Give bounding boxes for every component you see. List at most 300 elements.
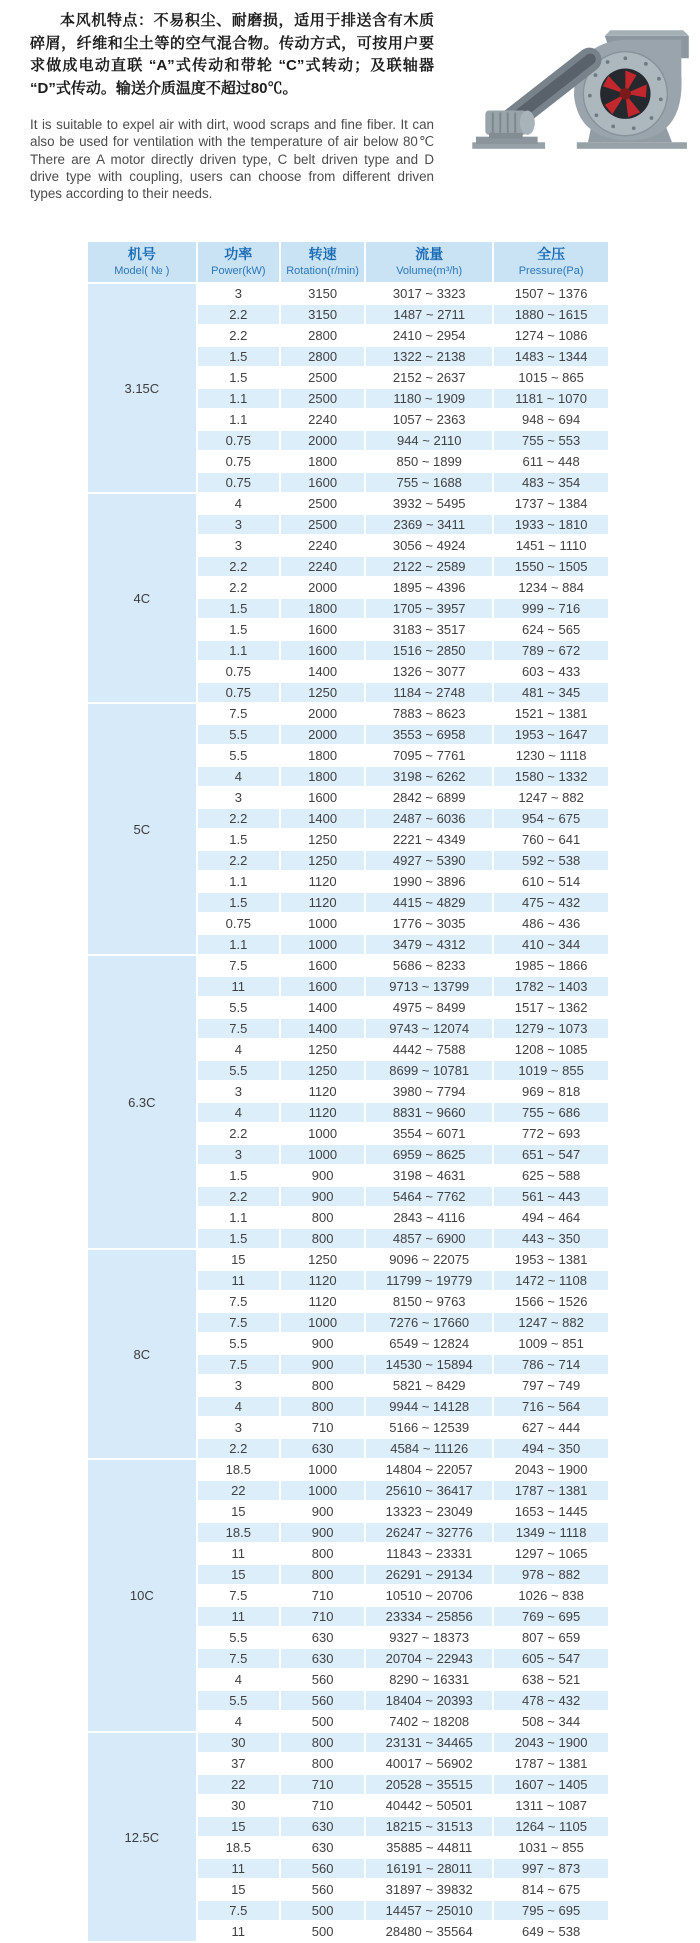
power-cell: 1.1 bbox=[198, 641, 279, 660]
power-cell: 18.5 bbox=[198, 1838, 279, 1857]
power-cell: 15 bbox=[198, 1502, 279, 1521]
model-cell: 6.3C bbox=[88, 956, 196, 1248]
rotation-cell: 800 bbox=[281, 1208, 364, 1227]
rotation-cell: 1600 bbox=[281, 977, 364, 996]
rotation-cell: 1250 bbox=[281, 851, 364, 870]
rotation-cell: 1800 bbox=[281, 452, 364, 471]
volume-cell: 3183 ~ 3517 bbox=[366, 620, 492, 639]
rotation-cell: 500 bbox=[281, 1901, 364, 1920]
power-cell: 1.1 bbox=[198, 872, 279, 891]
power-cell: 2.2 bbox=[198, 1124, 279, 1143]
pressure-cell: 999 ~ 716 bbox=[494, 599, 608, 618]
rotation-cell: 2800 bbox=[281, 347, 364, 366]
power-cell: 2.2 bbox=[198, 851, 279, 870]
power-cell: 2.2 bbox=[198, 1187, 279, 1206]
power-cell: 5.5 bbox=[198, 1628, 279, 1647]
power-cell: 0.75 bbox=[198, 431, 279, 450]
pressure-cell: 1247 ~ 882 bbox=[494, 788, 608, 807]
power-cell: 1.1 bbox=[198, 389, 279, 408]
pressure-cell: 1274 ~ 1086 bbox=[494, 326, 608, 345]
header-volume-en: Volume(m³/h) bbox=[396, 265, 463, 278]
pressure-cell: 638 ~ 521 bbox=[494, 1670, 608, 1689]
volume-cell: 9944 ~ 14128 bbox=[366, 1397, 492, 1416]
volume-cell: 6959 ~ 8625 bbox=[366, 1145, 492, 1164]
table-header-row bbox=[88, 242, 608, 282]
power-cell: 18.5 bbox=[198, 1460, 279, 1479]
table-row bbox=[88, 1460, 608, 1479]
pressure-cell: 410 ~ 344 bbox=[494, 935, 608, 954]
pressure-cell: 561 ~ 443 bbox=[494, 1187, 608, 1206]
volume-cell: 4927 ~ 5390 bbox=[366, 851, 492, 870]
power-cell: 2.2 bbox=[198, 809, 279, 828]
model-cell: 12.5C bbox=[88, 1733, 196, 1941]
volume-cell: 11843 ~ 23331 bbox=[366, 1544, 492, 1563]
rotation-cell: 710 bbox=[281, 1586, 364, 1605]
volume-cell: 7402 ~ 18208 bbox=[366, 1712, 492, 1731]
rotation-cell: 800 bbox=[281, 1565, 364, 1584]
pressure-cell: 769 ~ 695 bbox=[494, 1607, 608, 1626]
power-cell: 4 bbox=[198, 1397, 279, 1416]
volume-cell: 1322 ~ 2138 bbox=[366, 347, 492, 366]
pressure-cell: 1953 ~ 1647 bbox=[494, 725, 608, 744]
power-cell: 11 bbox=[198, 1859, 279, 1878]
header-rotation-en: Rotation(r/min) bbox=[286, 265, 359, 278]
volume-cell: 23131 ~ 34465 bbox=[366, 1733, 492, 1752]
power-cell: 3 bbox=[198, 515, 279, 534]
pressure-cell: 1517 ~ 1362 bbox=[494, 998, 608, 1017]
power-cell: 1.5 bbox=[198, 830, 279, 849]
volume-cell: 7095 ~ 7761 bbox=[366, 746, 492, 765]
power-cell: 7.5 bbox=[198, 956, 279, 975]
volume-cell: 755 ~ 1688 bbox=[366, 473, 492, 492]
power-cell: 15 bbox=[198, 1250, 279, 1269]
power-cell: 11 bbox=[198, 1922, 279, 1941]
pressure-cell: 610 ~ 514 bbox=[494, 872, 608, 891]
power-cell: 1.5 bbox=[198, 893, 279, 912]
pressure-cell: 954 ~ 675 bbox=[494, 809, 608, 828]
volume-cell: 850 ~ 1899 bbox=[366, 452, 492, 471]
volume-cell: 2122 ~ 2589 bbox=[366, 557, 492, 576]
power-cell: 5.5 bbox=[198, 1061, 279, 1080]
rotation-cell: 2500 bbox=[281, 368, 364, 387]
pressure-cell: 978 ~ 882 bbox=[494, 1565, 608, 1584]
volume-cell: 7276 ~ 17660 bbox=[366, 1313, 492, 1332]
power-cell: 3 bbox=[198, 1082, 279, 1101]
power-cell: 2.2 bbox=[198, 326, 279, 345]
pressure-cell: 1247 ~ 882 bbox=[494, 1313, 608, 1332]
volume-cell: 35885 ~ 44811 bbox=[366, 1838, 492, 1857]
volume-cell: 1184 ~ 2748 bbox=[366, 683, 492, 702]
power-cell: 3 bbox=[198, 1145, 279, 1164]
rotation-cell: 500 bbox=[281, 1712, 364, 1731]
pressure-cell: 1521 ~ 1381 bbox=[494, 704, 608, 723]
volume-cell: 40442 ~ 50501 bbox=[366, 1796, 492, 1815]
power-cell: 4 bbox=[198, 767, 279, 786]
volume-cell: 3479 ~ 4312 bbox=[366, 935, 492, 954]
table-row bbox=[88, 284, 608, 303]
power-cell: 22 bbox=[198, 1481, 279, 1500]
pressure-cell: 611 ~ 448 bbox=[494, 452, 608, 471]
rotation-cell: 710 bbox=[281, 1418, 364, 1437]
power-cell: 15 bbox=[198, 1565, 279, 1584]
power-cell: 2.2 bbox=[198, 557, 279, 576]
power-cell: 3 bbox=[198, 536, 279, 555]
column-header-pressure bbox=[494, 242, 608, 282]
power-cell: 1.5 bbox=[198, 1166, 279, 1185]
rotation-cell: 2500 bbox=[281, 515, 364, 534]
rotation-cell: 500 bbox=[281, 1922, 364, 1941]
power-cell: 1.5 bbox=[198, 599, 279, 618]
volume-cell: 16191 ~ 28011 bbox=[366, 1859, 492, 1878]
model-cell: 4C bbox=[88, 494, 196, 702]
pressure-cell: 478 ~ 432 bbox=[494, 1691, 608, 1710]
pressure-cell: 1566 ~ 1526 bbox=[494, 1292, 608, 1311]
volume-cell: 20704 ~ 22943 bbox=[366, 1649, 492, 1668]
volume-cell: 3553 ~ 6958 bbox=[366, 725, 492, 744]
volume-cell: 14530 ~ 15894 bbox=[366, 1355, 492, 1374]
header-power-zh: 功率 bbox=[224, 246, 253, 263]
volume-cell: 13323 ~ 23049 bbox=[366, 1502, 492, 1521]
volume-cell: 7883 ~ 8623 bbox=[366, 704, 492, 723]
power-cell: 15 bbox=[198, 1817, 279, 1836]
pressure-cell: 1787 ~ 1381 bbox=[494, 1481, 608, 1500]
rotation-cell: 1000 bbox=[281, 935, 364, 954]
volume-cell: 5686 ~ 8233 bbox=[366, 956, 492, 975]
power-cell: 7.5 bbox=[198, 1292, 279, 1311]
pressure-cell: 494 ~ 350 bbox=[494, 1439, 608, 1458]
model-cell: 8C bbox=[88, 1250, 196, 1458]
power-cell: 22 bbox=[198, 1775, 279, 1794]
volume-cell: 14804 ~ 22057 bbox=[366, 1460, 492, 1479]
pressure-cell: 760 ~ 641 bbox=[494, 830, 608, 849]
volume-cell: 28480 ~ 35564 bbox=[366, 1922, 492, 1941]
volume-cell: 5166 ~ 12539 bbox=[366, 1418, 492, 1437]
volume-cell: 1057 ~ 2363 bbox=[366, 410, 492, 429]
power-cell: 7.5 bbox=[198, 1313, 279, 1332]
pressure-cell: 755 ~ 686 bbox=[494, 1103, 608, 1122]
power-cell: 1.5 bbox=[198, 1229, 279, 1248]
volume-cell: 2152 ~ 2637 bbox=[366, 368, 492, 387]
rotation-cell: 560 bbox=[281, 1880, 364, 1899]
rotation-cell: 800 bbox=[281, 1229, 364, 1248]
power-cell: 7.5 bbox=[198, 1901, 279, 1920]
rotation-cell: 1000 bbox=[281, 1481, 364, 1500]
rotation-cell: 1250 bbox=[281, 683, 364, 702]
rotation-cell: 800 bbox=[281, 1544, 364, 1563]
volume-cell: 1326 ~ 3077 bbox=[366, 662, 492, 681]
rotation-cell: 630 bbox=[281, 1628, 364, 1647]
volume-cell: 3198 ~ 4631 bbox=[366, 1166, 492, 1185]
table-row bbox=[88, 1733, 608, 1752]
rotation-cell: 630 bbox=[281, 1439, 364, 1458]
pressure-cell: 1279 ~ 1073 bbox=[494, 1019, 608, 1038]
volume-cell: 18404 ~ 20393 bbox=[366, 1691, 492, 1710]
volume-cell: 26291 ~ 29134 bbox=[366, 1565, 492, 1584]
rotation-cell: 1400 bbox=[281, 998, 364, 1017]
volume-cell: 3198 ~ 6262 bbox=[366, 767, 492, 786]
pressure-cell: 1653 ~ 1445 bbox=[494, 1502, 608, 1521]
power-cell: 30 bbox=[198, 1733, 279, 1752]
rotation-cell: 1800 bbox=[281, 746, 364, 765]
volume-cell: 5821 ~ 8429 bbox=[366, 1376, 492, 1395]
rotation-cell: 1000 bbox=[281, 1313, 364, 1332]
rotation-cell: 1400 bbox=[281, 662, 364, 681]
fan-product-image bbox=[448, 26, 700, 154]
table-row bbox=[88, 956, 608, 975]
table-row bbox=[88, 494, 608, 513]
pressure-cell: 481 ~ 345 bbox=[494, 683, 608, 702]
volume-cell: 8699 ~ 10781 bbox=[366, 1061, 492, 1080]
pressure-cell: 1580 ~ 1332 bbox=[494, 767, 608, 786]
power-cell: 2.2 bbox=[198, 1439, 279, 1458]
power-cell: 4 bbox=[198, 1103, 279, 1122]
power-cell: 0.75 bbox=[198, 452, 279, 471]
power-cell: 4 bbox=[198, 1712, 279, 1731]
power-cell: 37 bbox=[198, 1754, 279, 1773]
volume-cell: 18215 ~ 31513 bbox=[366, 1817, 492, 1836]
rotation-cell: 3150 bbox=[281, 305, 364, 324]
pressure-cell: 1208 ~ 1085 bbox=[494, 1040, 608, 1059]
pressure-cell: 475 ~ 432 bbox=[494, 893, 608, 912]
power-cell: 15 bbox=[198, 1880, 279, 1899]
power-cell: 7.5 bbox=[198, 1355, 279, 1374]
volume-cell: 23334 ~ 25856 bbox=[366, 1607, 492, 1626]
pressure-cell: 603 ~ 433 bbox=[494, 662, 608, 681]
power-cell: 5.5 bbox=[198, 998, 279, 1017]
rotation-cell: 710 bbox=[281, 1796, 364, 1815]
power-cell: 1.1 bbox=[198, 410, 279, 429]
volume-cell: 4857 ~ 6900 bbox=[366, 1229, 492, 1248]
pressure-cell: 1472 ~ 1108 bbox=[494, 1271, 608, 1290]
pressure-cell: 624 ~ 565 bbox=[494, 620, 608, 639]
power-cell: 11 bbox=[198, 1607, 279, 1626]
power-cell: 1.5 bbox=[198, 347, 279, 366]
power-cell: 5.5 bbox=[198, 725, 279, 744]
volume-cell: 8831 ~ 9660 bbox=[366, 1103, 492, 1122]
rotation-cell: 1000 bbox=[281, 1460, 364, 1479]
intro-paragraph-chinese: 本风机特点：不易积尘、耐磨损，适用于排送含有木质碎屑，纤维和尘土等的空气混合物。传动方式，可按用户要求做成电动直联 “A”式传动和带轮 “C”式转动；及联轴器 “D”式传动。输送介质温度不超过80℃。 bbox=[30, 12, 434, 97]
rotation-cell: 1120 bbox=[281, 1292, 364, 1311]
pressure-cell: 1737 ~ 1384 bbox=[494, 494, 608, 513]
pressure-cell: 443 ~ 350 bbox=[494, 1229, 608, 1248]
volume-cell: 25610 ~ 36417 bbox=[366, 1481, 492, 1500]
rotation-cell: 1400 bbox=[281, 809, 364, 828]
rotation-cell: 800 bbox=[281, 1376, 364, 1395]
power-cell: 11 bbox=[198, 1271, 279, 1290]
pressure-cell: 1507 ~ 1376 bbox=[494, 284, 608, 303]
pressure-cell: 1349 ~ 1118 bbox=[494, 1523, 608, 1542]
rotation-cell: 2500 bbox=[281, 389, 364, 408]
pressure-cell: 483 ~ 354 bbox=[494, 473, 608, 492]
model-cell: 3.15C bbox=[88, 284, 196, 492]
power-cell: 1.1 bbox=[198, 1208, 279, 1227]
power-cell: 11 bbox=[198, 977, 279, 996]
rotation-cell: 1400 bbox=[281, 1019, 364, 1038]
rotation-cell: 800 bbox=[281, 1397, 364, 1416]
pressure-cell: 997 ~ 873 bbox=[494, 1859, 608, 1878]
volume-cell: 20528 ~ 35515 bbox=[366, 1775, 492, 1794]
pressure-cell: 1787 ~ 1381 bbox=[494, 1754, 608, 1773]
pressure-cell: 2043 ~ 1900 bbox=[494, 1460, 608, 1479]
rotation-cell: 1250 bbox=[281, 1250, 364, 1269]
pressure-cell: 772 ~ 693 bbox=[494, 1124, 608, 1143]
header-power-en: Power(kW) bbox=[211, 265, 266, 278]
model-cell: 10C bbox=[88, 1460, 196, 1731]
pressure-cell: 627 ~ 444 bbox=[494, 1418, 608, 1437]
pressure-cell: 1782 ~ 1403 bbox=[494, 977, 608, 996]
rotation-cell: 1800 bbox=[281, 599, 364, 618]
volume-cell: 2221 ~ 4349 bbox=[366, 830, 492, 849]
rotation-cell: 1600 bbox=[281, 956, 364, 975]
pressure-cell: 1009 ~ 851 bbox=[494, 1334, 608, 1353]
power-cell: 4 bbox=[198, 1040, 279, 1059]
volume-cell: 4415 ~ 4829 bbox=[366, 893, 492, 912]
pressure-cell: 797 ~ 749 bbox=[494, 1376, 608, 1395]
column-header-rotation bbox=[281, 242, 364, 282]
pressure-cell: 1550 ~ 1505 bbox=[494, 557, 608, 576]
header-volume-zh: 流量 bbox=[415, 246, 444, 263]
volume-cell: 8290 ~ 16331 bbox=[366, 1670, 492, 1689]
power-cell: 0.75 bbox=[198, 683, 279, 702]
pressure-cell: 1019 ~ 855 bbox=[494, 1061, 608, 1080]
header-rotation-zh: 转速 bbox=[308, 246, 337, 263]
rotation-cell: 630 bbox=[281, 1649, 364, 1668]
power-cell: 5.5 bbox=[198, 1334, 279, 1353]
rotation-cell: 1000 bbox=[281, 1145, 364, 1164]
column-header-model bbox=[88, 242, 196, 282]
rotation-cell: 900 bbox=[281, 1523, 364, 1542]
pressure-cell: 755 ~ 553 bbox=[494, 431, 608, 450]
pressure-cell: 807 ~ 659 bbox=[494, 1628, 608, 1647]
rotation-cell: 630 bbox=[281, 1838, 364, 1857]
pressure-cell: 486 ~ 436 bbox=[494, 914, 608, 933]
pressure-cell: 1026 ~ 838 bbox=[494, 1586, 608, 1605]
header-pressure-en: Pressure(Pa) bbox=[518, 265, 584, 278]
pressure-cell: 1451 ~ 1110 bbox=[494, 536, 608, 555]
power-cell: 2.2 bbox=[198, 305, 279, 324]
power-cell: 3 bbox=[198, 1376, 279, 1395]
table-row bbox=[88, 1250, 608, 1269]
pressure-cell: 1015 ~ 865 bbox=[494, 368, 608, 387]
volume-cell: 8150 ~ 9763 bbox=[366, 1292, 492, 1311]
column-header-volume bbox=[366, 242, 492, 282]
volume-cell: 9743 ~ 12074 bbox=[366, 1019, 492, 1038]
rotation-cell: 1600 bbox=[281, 473, 364, 492]
rotation-cell: 900 bbox=[281, 1355, 364, 1374]
power-cell: 4 bbox=[198, 1670, 279, 1689]
rotation-cell: 1120 bbox=[281, 1103, 364, 1122]
header-model-en: Model( № ) bbox=[114, 265, 170, 278]
volume-cell: 1180 ~ 1909 bbox=[366, 389, 492, 408]
volume-cell: 3932 ~ 5495 bbox=[366, 494, 492, 513]
volume-cell: 9713 ~ 13799 bbox=[366, 977, 492, 996]
power-cell: 0.75 bbox=[198, 662, 279, 681]
rotation-cell: 900 bbox=[281, 1502, 364, 1521]
pressure-cell: 789 ~ 672 bbox=[494, 641, 608, 660]
volume-cell: 40017 ~ 56902 bbox=[366, 1754, 492, 1773]
volume-cell: 2843 ~ 4116 bbox=[366, 1208, 492, 1227]
pressure-cell: 948 ~ 694 bbox=[494, 410, 608, 429]
pressure-cell: 605 ~ 547 bbox=[494, 1649, 608, 1668]
volume-cell: 3017 ~ 3323 bbox=[366, 284, 492, 303]
volume-cell: 3056 ~ 4924 bbox=[366, 536, 492, 555]
rotation-cell: 2800 bbox=[281, 326, 364, 345]
pressure-cell: 1311 ~ 1087 bbox=[494, 1796, 608, 1815]
power-cell: 5.5 bbox=[198, 746, 279, 765]
power-cell: 3 bbox=[198, 1418, 279, 1437]
model-cell: 5C bbox=[88, 704, 196, 954]
rotation-cell: 2000 bbox=[281, 431, 364, 450]
power-cell: 0.75 bbox=[198, 914, 279, 933]
rotation-cell: 1250 bbox=[281, 1061, 364, 1080]
pressure-cell: 1230 ~ 1118 bbox=[494, 746, 608, 765]
power-cell: 0.75 bbox=[198, 473, 279, 492]
pressure-cell: 1031 ~ 855 bbox=[494, 1838, 608, 1857]
pressure-cell: 592 ~ 538 bbox=[494, 851, 608, 870]
rotation-cell: 560 bbox=[281, 1670, 364, 1689]
volume-cell: 944 ~ 2110 bbox=[366, 431, 492, 450]
power-cell: 7.5 bbox=[198, 704, 279, 723]
pressure-cell: 508 ~ 344 bbox=[494, 1712, 608, 1731]
volume-cell: 2487 ~ 6036 bbox=[366, 809, 492, 828]
volume-cell: 10510 ~ 20706 bbox=[366, 1586, 492, 1605]
volume-cell: 6549 ~ 12824 bbox=[366, 1334, 492, 1353]
table-body bbox=[88, 284, 608, 1941]
column-header-power bbox=[198, 242, 279, 282]
volume-cell: 14457 ~ 25010 bbox=[366, 1901, 492, 1920]
volume-cell: 1990 ~ 3896 bbox=[366, 872, 492, 891]
power-cell: 7.5 bbox=[198, 1649, 279, 1668]
pressure-cell: 649 ~ 538 bbox=[494, 1922, 608, 1941]
volume-cell: 4442 ~ 7588 bbox=[366, 1040, 492, 1059]
pressure-cell: 1264 ~ 1105 bbox=[494, 1817, 608, 1836]
pressure-cell: 1297 ~ 1065 bbox=[494, 1544, 608, 1563]
volume-cell: 4584 ~ 11126 bbox=[366, 1439, 492, 1458]
rotation-cell: 800 bbox=[281, 1754, 364, 1773]
rotation-cell: 630 bbox=[281, 1817, 364, 1836]
pressure-cell: 1234 ~ 884 bbox=[494, 578, 608, 597]
power-cell: 4 bbox=[198, 494, 279, 513]
volume-cell: 3980 ~ 7794 bbox=[366, 1082, 492, 1101]
pressure-cell: 494 ~ 464 bbox=[494, 1208, 608, 1227]
power-cell: 2.2 bbox=[198, 578, 279, 597]
pressure-cell: 1607 ~ 1405 bbox=[494, 1775, 608, 1794]
power-cell: 30 bbox=[198, 1796, 279, 1815]
power-cell: 5.5 bbox=[198, 1691, 279, 1710]
pressure-cell: 1181 ~ 1070 bbox=[494, 389, 608, 408]
pressure-cell: 786 ~ 714 bbox=[494, 1355, 608, 1374]
pressure-cell: 716 ~ 564 bbox=[494, 1397, 608, 1416]
power-cell: 1.5 bbox=[198, 620, 279, 639]
power-cell: 1.1 bbox=[198, 935, 279, 954]
power-cell: 3 bbox=[198, 788, 279, 807]
volume-cell: 9096 ~ 22075 bbox=[366, 1250, 492, 1269]
volume-cell: 2410 ~ 2954 bbox=[366, 326, 492, 345]
volume-cell: 26247 ~ 32776 bbox=[366, 1523, 492, 1542]
rotation-cell: 900 bbox=[281, 1166, 364, 1185]
rotation-cell: 2240 bbox=[281, 557, 364, 576]
volume-cell: 31897 ~ 39832 bbox=[366, 1880, 492, 1899]
pressure-cell: 1953 ~ 1381 bbox=[494, 1250, 608, 1269]
pressure-cell: 795 ~ 695 bbox=[494, 1901, 608, 1920]
rotation-cell: 1120 bbox=[281, 872, 364, 891]
rotation-cell: 1120 bbox=[281, 1271, 364, 1290]
power-cell: 7.5 bbox=[198, 1019, 279, 1038]
rotation-cell: 1250 bbox=[281, 1040, 364, 1059]
rotation-cell: 2500 bbox=[281, 494, 364, 513]
power-cell: 3 bbox=[198, 284, 279, 303]
rotation-cell: 900 bbox=[281, 1334, 364, 1353]
